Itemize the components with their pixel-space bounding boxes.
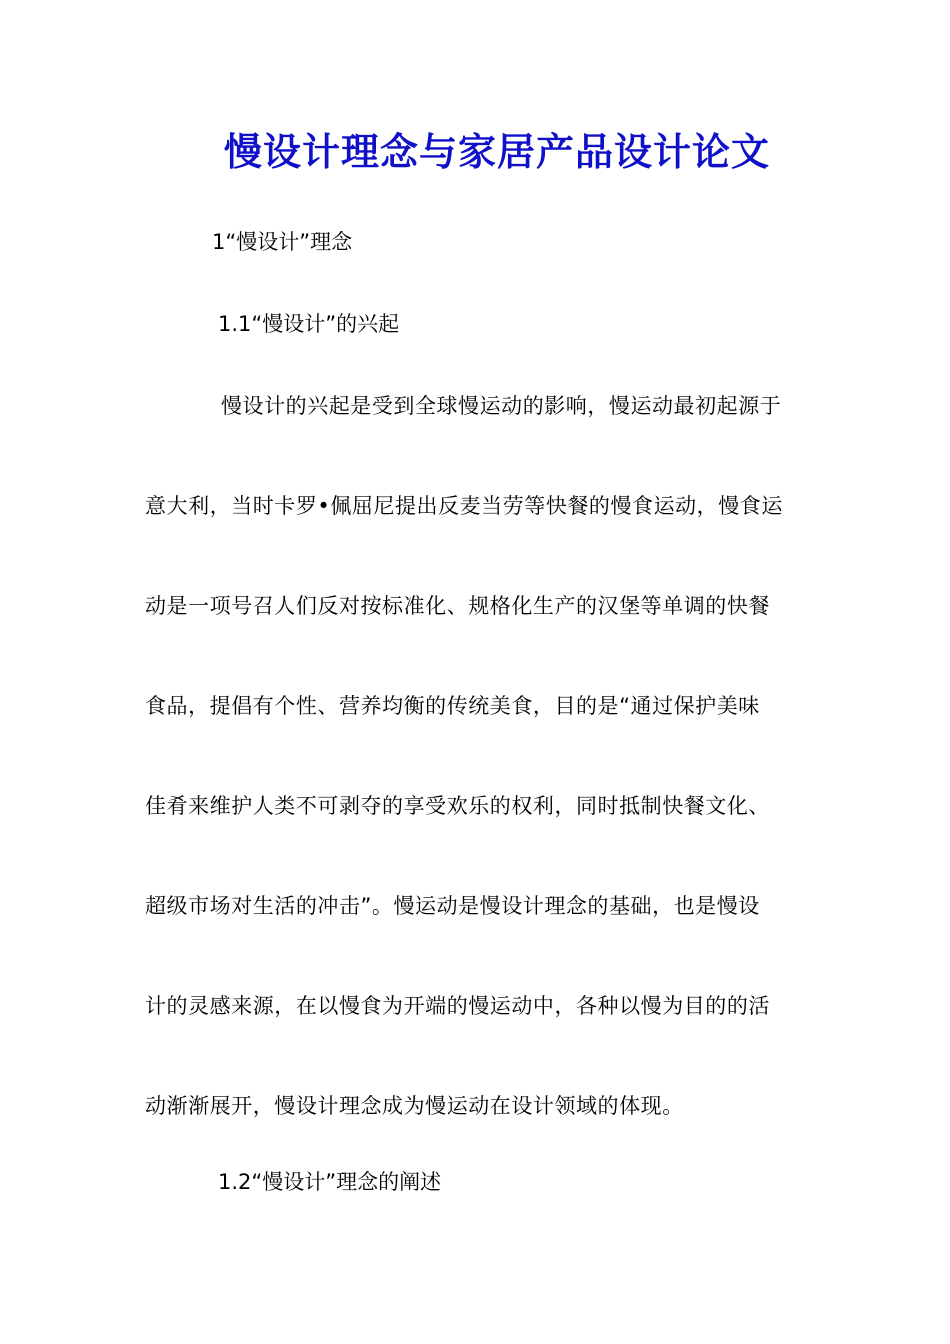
document-title: 慢设计理念与家居产品设计论文 xyxy=(223,129,770,174)
body-paragraph xyxy=(145,386,805,1186)
paragraph-line: 慢设计的兴起是受到全球慢运动的影响，慢运动最初起源于 xyxy=(221,394,782,418)
paragraph-line: 计的灵感来源，在以慢食为开端的慢运动中，各种以慢为目的的活 xyxy=(145,994,770,1018)
paragraph-line: 意大利，当时卡罗•佩屈尼提出反麦当劳等快餐的慢食运动，慢食运 xyxy=(145,494,783,518)
section-heading-1-2: 1.2“慢设计”理念的阐述 xyxy=(218,1170,442,1194)
paragraph-line: 动是一项号召人们反对按标准化、规格化生产的汉堡等单调的快餐 xyxy=(145,594,770,618)
paragraph-line: 食品，提倡有个性、营养均衡的传统美食，目的是“通过保护美味 xyxy=(145,694,760,718)
paragraph-line: 动渐渐展开，慢设计理念成为慢运动在设计领域的体现。 xyxy=(145,1094,684,1118)
section-heading-1: 1“慢设计”理念 xyxy=(212,230,353,254)
section-heading-1-1: 1.1“慢设计”的兴起 xyxy=(218,312,400,336)
paragraph-line: 超级市场对生活的冲击”。慢运动是慢设计理念的基础，也是慢设 xyxy=(145,894,760,918)
paragraph-line: 佳肴来维护人类不可剥夺的享受欢乐的权利，同时抵制快餐文化、 xyxy=(145,794,770,818)
